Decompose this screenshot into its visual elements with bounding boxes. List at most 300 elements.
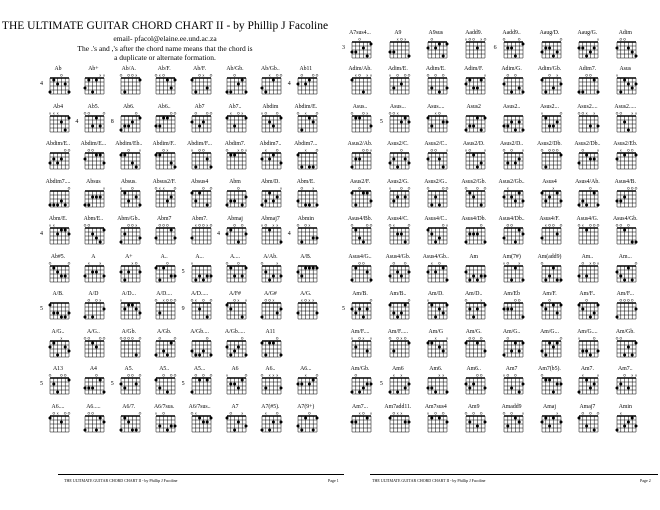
finger-dot: [265, 354, 268, 357]
chord-diagram-card: [286, 216, 326, 256]
open-string-marker: [620, 112, 622, 114]
finger-dot: [351, 421, 354, 424]
muted-string-marker: x: [56, 111, 59, 116]
open-string-marker: [480, 224, 482, 226]
finger-dot: [506, 125, 509, 128]
finger-dot: [635, 425, 638, 428]
chord-name: A6: [231, 366, 239, 372]
finger-dot: [88, 387, 91, 390]
finger-dot: [64, 316, 67, 319]
chord-name: Asus4/C..: [424, 216, 448, 222]
open-string-marker: [226, 262, 228, 264]
muted-string-marker: x: [506, 186, 509, 191]
finger-dot: [280, 387, 283, 390]
finger-dot: [517, 350, 520, 353]
chord-diagram: [350, 261, 374, 283]
open-string-marker: [68, 187, 70, 189]
chord-name: Ab/F.: [193, 66, 207, 72]
open-string-marker: [241, 337, 243, 339]
finger-dot: [272, 154, 275, 157]
finger-dot: [261, 204, 264, 207]
chord-diagram-card: [286, 179, 326, 219]
finger-dot: [123, 233, 126, 236]
open-string-marker: [198, 224, 200, 226]
finger-dot: [300, 166, 303, 169]
finger-dot: [119, 129, 122, 132]
muted-string-marker: x: [261, 223, 264, 228]
finger-dot: [84, 204, 87, 207]
open-string-marker: [620, 337, 622, 339]
finger-dot: [438, 91, 441, 94]
finger-dot: [198, 354, 201, 357]
chord-name: A/D.....: [190, 291, 209, 297]
finger-dot: [60, 275, 63, 278]
finger-dot: [174, 425, 177, 428]
finger-dot: [506, 308, 509, 311]
open-string-marker: [578, 224, 580, 226]
open-string-marker: [548, 149, 550, 151]
footer-page-number: Page 2: [640, 478, 651, 483]
chord-diagram: [615, 336, 639, 358]
chord-name: Asus2/Eb.: [613, 141, 638, 147]
finger-dot: [362, 387, 365, 390]
finger-dot: [464, 271, 467, 274]
finger-dot: [510, 121, 513, 124]
chord-diagram: [615, 73, 639, 95]
chord-diagram: [190, 111, 214, 133]
finger-dot: [593, 312, 596, 315]
chord-diagram: [502, 298, 526, 320]
finger-dot: [472, 383, 475, 386]
chord-name: Asus2.....: [614, 104, 637, 110]
chord-diagram: [119, 111, 143, 133]
finger-dot: [280, 421, 283, 424]
finger-dot: [597, 91, 600, 94]
finger-dot: [166, 429, 169, 432]
finger-dot: [351, 166, 354, 169]
muted-string-marker: x: [464, 148, 467, 153]
finger-dot: [404, 117, 407, 120]
open-string-marker: [465, 412, 467, 414]
finger-dot: [468, 233, 471, 236]
finger-dot: [103, 229, 106, 232]
finger-dot: [280, 354, 283, 357]
muted-string-marker: x: [517, 261, 520, 266]
finger-dot: [464, 342, 467, 345]
open-string-marker: [635, 187, 637, 189]
finger-dot: [540, 304, 543, 307]
finger-dot: [388, 304, 391, 307]
finger-dot: [245, 91, 248, 94]
muted-string-marker: x: [426, 298, 429, 303]
finger-dot: [392, 87, 395, 90]
finger-dot: [237, 421, 240, 424]
finger-dot: [513, 55, 516, 58]
finger-dot: [407, 121, 410, 124]
open-string-marker: [548, 74, 550, 76]
chord-name: Am7(b5).: [538, 366, 561, 372]
finger-dot: [513, 267, 516, 270]
finger-dot: [190, 391, 193, 394]
chord-diagram: [296, 73, 320, 95]
finger-dot: [354, 117, 357, 120]
chord-name: A+: [125, 254, 133, 260]
finger-dot: [166, 200, 169, 203]
finger-dot: [205, 204, 208, 207]
open-string-marker: [370, 224, 372, 226]
chord-name: Abdim7....: [45, 179, 71, 185]
finger-dot: [476, 342, 479, 345]
finger-dot: [396, 166, 399, 169]
open-string-marker: [355, 374, 357, 376]
chord-name: Abm/E..: [83, 216, 104, 222]
footer-left-text: THE ULTIMATE GUITAR CHORD CHART II - by Phillip J Facoline: [372, 478, 486, 483]
finger-dot: [245, 425, 248, 428]
chord-diagram: [464, 261, 488, 283]
chord-diagram: [225, 223, 249, 245]
fret-number: 5: [379, 119, 383, 125]
chord-name: Asus4/F.: [539, 216, 560, 222]
open-string-marker: [163, 149, 165, 151]
muted-string-marker: x: [304, 373, 307, 378]
chord-diagram: [190, 261, 214, 283]
finger-dot: [131, 121, 134, 124]
finger-dot: [56, 354, 59, 357]
open-string-marker: [127, 74, 129, 76]
fret-number: 4: [287, 231, 291, 237]
chord-diagram: [577, 111, 601, 133]
finger-dot: [245, 267, 248, 270]
finger-dot: [311, 121, 314, 124]
finger-dot: [209, 166, 212, 169]
finger-dot: [366, 383, 369, 386]
chord-name: Ab: [54, 66, 62, 72]
finger-dot: [131, 429, 134, 432]
open-string-marker: [304, 299, 306, 301]
finger-dot: [198, 379, 201, 382]
open-string-marker: [552, 224, 554, 226]
finger-dot: [354, 421, 357, 424]
finger-dot: [517, 391, 520, 394]
finger-dot: [468, 387, 471, 390]
chord-diagram: [190, 148, 214, 170]
finger-dot: [589, 316, 592, 319]
chord-diagram: [350, 148, 374, 170]
finger-dot: [400, 275, 403, 278]
muted-string-marker: x: [464, 37, 467, 42]
finger-dot: [502, 125, 505, 128]
muted-string-marker: x: [229, 111, 232, 116]
chord-diagram: [350, 111, 374, 133]
open-string-marker: [552, 149, 554, 151]
chord-diagram: [388, 37, 412, 59]
muted-string-marker: x: [366, 111, 369, 116]
finger-dot: [476, 425, 479, 428]
open-string-marker: [594, 262, 596, 264]
chord-diagram: [540, 186, 564, 208]
chord-name: Ab/A.: [121, 66, 136, 72]
open-string-marker: [506, 374, 508, 376]
finger-dot: [476, 47, 479, 50]
finger-dot: [245, 117, 248, 120]
chord-name: A..: [160, 254, 168, 260]
chord-name: Am/Eb: [503, 291, 520, 297]
muted-string-marker: x: [308, 298, 311, 303]
muted-string-marker: x: [155, 411, 158, 416]
chord-diagram: [540, 73, 564, 95]
open-string-marker: [88, 337, 90, 339]
chord-name: A9sus: [428, 30, 444, 36]
open-string-marker: [241, 149, 243, 151]
finger-dot: [60, 316, 63, 319]
chord-name: A6....: [51, 404, 65, 410]
finger-dot: [476, 166, 479, 169]
finger-dot: [155, 237, 158, 240]
chord-diagram: [48, 373, 72, 395]
muted-string-marker: x: [268, 373, 271, 378]
chord-name: Am/G..: [502, 329, 521, 335]
finger-dot: [308, 166, 311, 169]
finger-dot: [95, 154, 98, 157]
finger-dot: [441, 55, 444, 58]
finger-dot: [304, 83, 307, 86]
finger-dot: [426, 387, 429, 390]
finger-dot: [631, 87, 634, 90]
open-string-marker: [155, 187, 157, 189]
finger-dot: [138, 271, 141, 274]
chart-title: THE ULTIMATE GUITAR CHORD CHART II - by Phillip J Facoline: [1, 20, 329, 32]
chord-name: Abmin: [297, 216, 314, 222]
chord-diagram: [190, 411, 214, 433]
finger-dot: [445, 279, 448, 282]
muted-string-marker: x: [134, 223, 138, 228]
chord-diagram: [502, 111, 526, 133]
fret-number: 4: [217, 231, 220, 237]
finger-dot: [544, 166, 547, 169]
finger-dot: [589, 387, 592, 390]
finger-dot: [464, 383, 467, 386]
finger-dot: [354, 346, 357, 349]
open-string-marker: [400, 149, 402, 151]
chord-name: A/G.: [300, 291, 312, 297]
open-string-marker: [226, 149, 228, 151]
finger-dot: [521, 316, 524, 319]
finger-dot: [134, 196, 137, 199]
open-string-marker: [237, 187, 239, 189]
finger-dot: [162, 117, 165, 120]
open-string-marker: [370, 299, 372, 301]
open-string-marker: [590, 224, 592, 226]
chord-name: Adim/F.: [464, 66, 484, 72]
muted-string-marker: x: [430, 261, 433, 266]
open-string-marker: [404, 74, 406, 76]
open-string-marker: [230, 412, 232, 414]
chord-diagram: [48, 111, 72, 133]
finger-dot: [190, 192, 193, 195]
finger-dot: [540, 237, 543, 240]
finger-dot: [315, 204, 318, 207]
finger-dot: [134, 429, 137, 432]
finger-dot: [582, 47, 585, 50]
muted-string-marker: x: [60, 336, 63, 341]
chord-diagram: [540, 148, 564, 170]
finger-dot: [370, 125, 373, 128]
chord-name: Aaug/D.: [539, 30, 560, 36]
finger-dot: [127, 200, 130, 203]
finger-dot: [91, 91, 94, 94]
finger-dot: [396, 316, 399, 319]
chord-diagram: [154, 223, 178, 245]
finger-dot: [198, 125, 201, 128]
open-string-marker: [578, 112, 580, 114]
open-string-marker: [624, 38, 626, 40]
chord-name: Am6: [392, 366, 404, 372]
finger-dot: [589, 125, 592, 128]
finger-dot: [56, 271, 59, 274]
finger-dot: [438, 308, 441, 311]
finger-dot: [548, 47, 551, 50]
finger-dot: [366, 308, 369, 311]
finger-dot: [229, 267, 232, 270]
finger-dot: [585, 55, 588, 58]
finger-dot: [84, 87, 87, 90]
open-string-marker: [366, 224, 368, 226]
finger-dot: [272, 200, 275, 203]
finger-dot: [479, 162, 482, 165]
open-string-marker: [194, 112, 196, 114]
open-string-marker: [308, 412, 310, 414]
open-string-marker: [404, 337, 406, 339]
finger-dot: [620, 275, 623, 278]
chord-name: A/Gb.....: [224, 329, 246, 335]
finger-dot: [84, 316, 87, 319]
open-string-marker: [49, 374, 51, 376]
finger-dot: [544, 379, 547, 382]
chord-diagram: [350, 37, 374, 59]
finger-dot: [441, 166, 444, 169]
finger-dot: [261, 429, 264, 432]
chord-name: A...: [195, 254, 204, 260]
finger-dot: [578, 204, 581, 207]
chord-name: Am/D..: [464, 291, 483, 297]
open-string-marker: [359, 262, 361, 264]
open-string-marker: [620, 224, 622, 226]
open-string-marker: [265, 112, 267, 114]
open-string-marker: [245, 374, 247, 376]
chord-diagram: [615, 223, 639, 245]
finger-dot: [131, 162, 134, 165]
author-email: email- pfacol@elaine.ee.und.ac.za: [113, 34, 217, 43]
finger-dot: [578, 47, 581, 50]
chord-name: Abdim7..: [259, 141, 282, 147]
finger-dot: [268, 429, 271, 432]
finger-dot: [308, 117, 311, 120]
open-string-marker: [442, 412, 444, 414]
finger-dot: [88, 204, 91, 207]
chord-diagram-card: [286, 141, 326, 181]
muted-string-marker: x: [272, 373, 275, 378]
open-string-marker: [131, 337, 133, 339]
open-string-marker: [628, 224, 630, 226]
finger-dot: [616, 47, 619, 50]
open-string-marker: [301, 74, 303, 76]
finger-dot: [280, 275, 283, 278]
muted-string-marker: x: [244, 298, 248, 303]
chord-diagram: [502, 148, 526, 170]
finger-dot: [472, 154, 475, 157]
finger-dot: [517, 229, 520, 232]
open-string-marker: [103, 112, 105, 114]
finger-dot: [233, 429, 236, 432]
finger-dot: [268, 342, 271, 345]
chord-diagram: [225, 336, 249, 358]
chart-page-2: [330, 0, 660, 510]
finger-dot: [300, 383, 303, 386]
muted-string-marker: x: [396, 411, 399, 416]
chord-name: Abm/E.: [296, 179, 315, 185]
finger-dot: [91, 196, 94, 199]
chord-name: Abdim/Eb..: [115, 141, 143, 147]
finger-dot: [438, 346, 441, 349]
finger-dot: [272, 421, 275, 424]
muted-string-marker: x: [502, 261, 505, 266]
finger-dot: [91, 387, 94, 390]
muted-string-marker: x: [597, 37, 600, 42]
chord-diagram: [464, 373, 488, 395]
chord-diagram: [154, 373, 178, 395]
open-string-marker: [269, 299, 271, 301]
finger-dot: [635, 55, 638, 58]
chord-name: Asus2/D..: [499, 141, 524, 147]
finger-dot: [589, 51, 592, 54]
finger-dot: [438, 158, 441, 161]
finger-dot: [631, 241, 634, 244]
finger-dot: [585, 350, 588, 353]
chord-name: A/B.: [52, 291, 64, 297]
muted-string-marker: x: [48, 111, 52, 116]
finger-dot: [138, 312, 141, 315]
open-string-marker: [359, 187, 361, 189]
finger-dot: [205, 87, 208, 90]
finger-dot: [555, 51, 558, 54]
finger-dot: [99, 125, 102, 128]
finger-dot: [559, 304, 562, 307]
chord-diagram: [260, 411, 284, 433]
chord-diagram: [350, 298, 374, 320]
finger-dot: [404, 196, 407, 199]
finger-dot: [521, 129, 524, 132]
open-string-marker: [631, 299, 633, 301]
chord-name: A6.....: [86, 404, 101, 410]
finger-dot: [593, 429, 596, 432]
chord-name: A5..: [159, 366, 170, 372]
chord-diagram: [190, 298, 214, 320]
open-string-marker: [297, 224, 299, 226]
muted-string-marker: x: [265, 148, 268, 153]
finger-dot: [502, 196, 505, 199]
chord-diagram: [296, 373, 320, 395]
open-string-marker: [131, 74, 133, 76]
open-string-marker: [202, 224, 204, 226]
chord-name: Amin: [618, 404, 632, 410]
muted-string-marker: x: [201, 73, 205, 78]
chord-diagram: [225, 261, 249, 283]
open-string-marker: [389, 224, 391, 226]
chord-diagram: [502, 37, 526, 59]
chord-name: Am7..: [618, 366, 633, 372]
open-string-marker: [60, 374, 62, 376]
finger-dot: [268, 121, 271, 124]
